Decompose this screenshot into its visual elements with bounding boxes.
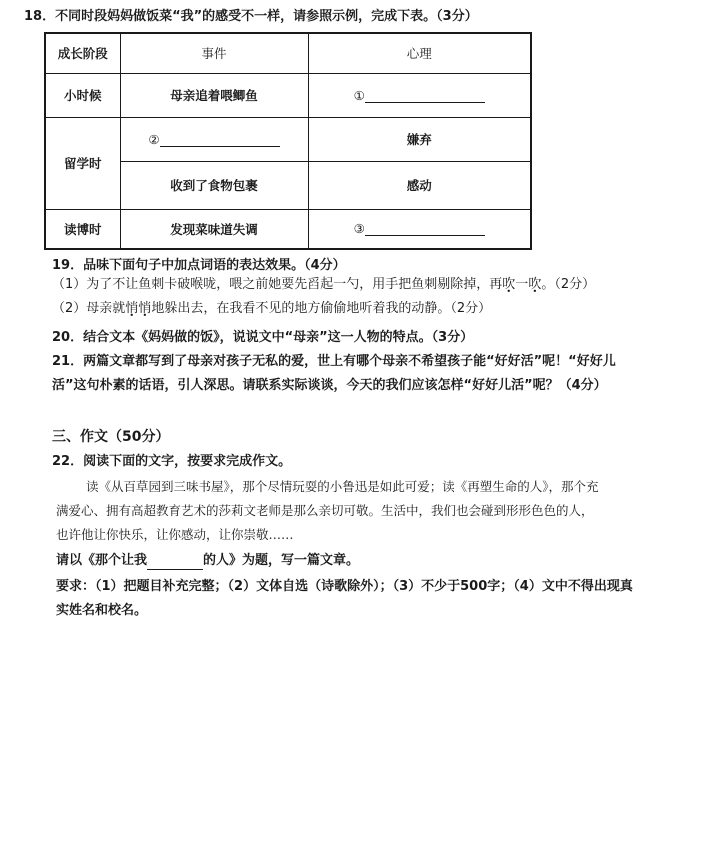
title-text: 的人》为题，写一篇文章。 bbox=[203, 553, 360, 568]
q19-prompt: 19．品味下面句子中加点词语的表达效果。（4分） bbox=[52, 258, 346, 273]
emphasized-char: 吹 bbox=[528, 277, 542, 292]
q19-item2-text: 地躲出去，在我看不见的地方偷偷地听着我的动静。（2分） bbox=[151, 301, 492, 316]
blank-marker: ③ bbox=[353, 221, 365, 237]
title-blank[interactable] bbox=[147, 557, 203, 570]
q21-line2: 活”这句朴素的话语，引人深思。请联系实际谈谈，今天的我们应该怎样“好好儿活”呢？（4分） bbox=[52, 378, 607, 393]
emphasized-char: 悄 bbox=[138, 301, 152, 316]
answer-blank[interactable] bbox=[160, 134, 280, 147]
q18-prompt: 18．不同时段妈妈做饭菜“我”的感受不一样，请参照示例，完成下表。（3分） bbox=[24, 9, 478, 24]
feeling-cell: 感动 bbox=[308, 161, 531, 209]
feeling-cell-blank[interactable] bbox=[308, 73, 531, 117]
event-cell: 收到了食物包裹 bbox=[120, 161, 308, 209]
title-text: 请以《那个让我 bbox=[56, 553, 148, 568]
q19-item1-text: 。（2分） bbox=[541, 277, 596, 292]
answer-table bbox=[44, 32, 532, 250]
q19-item2 bbox=[52, 300, 491, 318]
q22-prompt: 22．阅读下面的文字，按要求完成作文。 bbox=[52, 454, 292, 469]
blank-marker: ① bbox=[353, 87, 365, 103]
requirements-line: 要求：（1）把题目补充完整；（2）文体自选（诗歌除外）；（3）不少于500字；（4）文中不得出现真 bbox=[56, 579, 633, 594]
feeling-cell-blank[interactable] bbox=[308, 209, 531, 249]
table-header-event: 事件 bbox=[120, 33, 308, 73]
q19-item1-text: （1）为了不让鱼刺卡破喉咙，喂之前她要先舀起一勺，用手把鱼刺剔除掉，再 bbox=[52, 277, 503, 292]
emphasized-char: 悄 bbox=[125, 301, 139, 316]
blank-marker: ② bbox=[148, 131, 160, 147]
table-header-feeling: 心理 bbox=[308, 33, 531, 73]
event-cell-blank[interactable] bbox=[120, 117, 308, 161]
q22-passage-line: 满爱心、拥有高超教育艺术的莎莉文老师是那么亲切可敬。生活中，我们也会碰到形形色色的人， bbox=[56, 503, 594, 518]
event-cell: 发现菜味道失调 bbox=[120, 209, 308, 249]
feeling-cell: 嫌弃 bbox=[308, 117, 531, 161]
q19-item1 bbox=[52, 276, 595, 294]
table-header-stage: 成长阶段 bbox=[45, 33, 120, 73]
answer-blank[interactable] bbox=[365, 223, 485, 236]
table-row bbox=[45, 117, 531, 161]
q20-prompt: 20．结合文本《妈妈做的饭》，说说文中“母亲”这一人物的特点。（3分） bbox=[52, 330, 474, 345]
stage-cell: 小时候 bbox=[45, 73, 120, 117]
q19-item2-text: （2）母亲就 bbox=[52, 301, 126, 316]
emphasized-char: 吹 bbox=[502, 277, 516, 292]
event-cell: 母亲追着喂鲫鱼 bbox=[120, 73, 308, 117]
table-row bbox=[45, 73, 531, 117]
section-heading: 三、作文（50分） bbox=[52, 429, 170, 445]
q22-passage-line: 读《从百草园到三味书屋》，那个尽情玩耍的小鲁迅是如此可爱；读《再塑生命的人》，那个充 bbox=[86, 479, 599, 494]
essay-title-instruction bbox=[56, 552, 359, 570]
stage-cell: 留学时 bbox=[45, 117, 120, 209]
q21-line1: 21．两篇文章都写到了母亲对孩子无私的爱，世上有哪个母亲不希望孩子能“好好活”呢！“好好儿 bbox=[52, 354, 616, 369]
stage-cell: 读博时 bbox=[45, 209, 120, 249]
table-row bbox=[45, 209, 531, 249]
q19-item1-text: 一 bbox=[515, 277, 529, 292]
answer-blank[interactable] bbox=[365, 90, 485, 103]
q22-passage-line: 也许他让你快乐，让你感动，让你崇敬…… bbox=[56, 527, 294, 542]
requirements-line: 实姓名和校名。 bbox=[56, 603, 148, 618]
